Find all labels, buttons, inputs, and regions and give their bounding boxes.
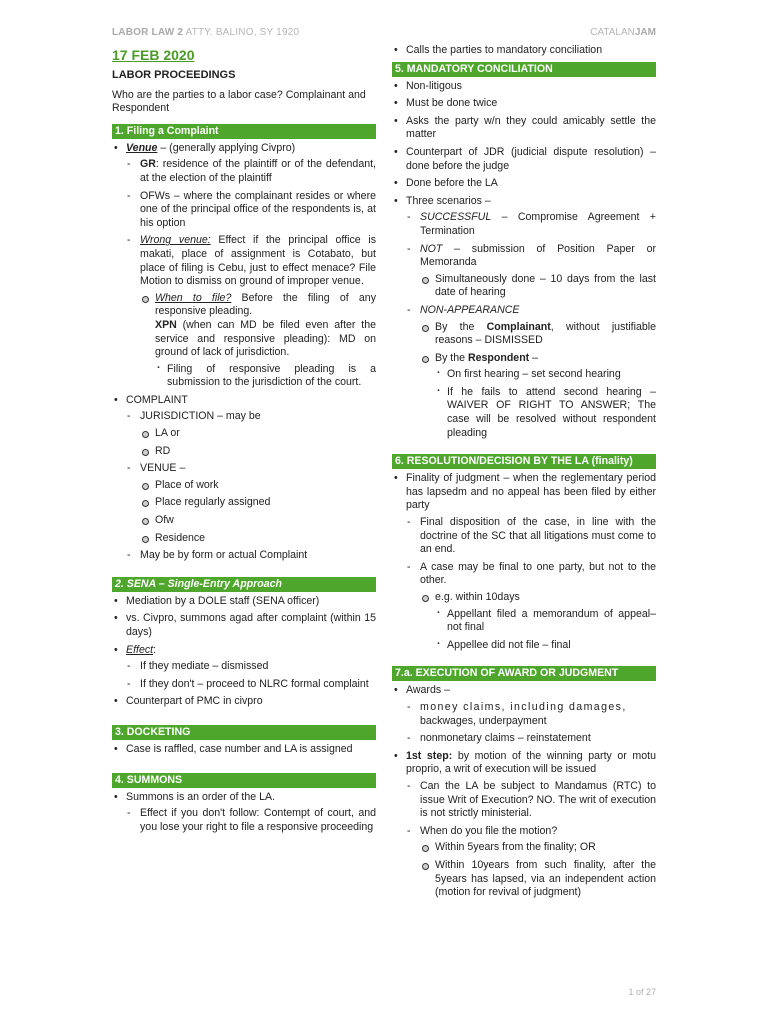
gr-text: : residence of the plaintiff or of the defendant, at the election of the plaintiff xyxy=(140,158,376,184)
by-prefix: By the xyxy=(435,320,487,333)
resolution-list xyxy=(392,472,656,652)
list-item: - Effect if you don't follow: Contempt of court, and you lose your right to file a responsive proceeding xyxy=(126,807,376,834)
list-item: Place regularly assigned xyxy=(140,496,376,510)
list-item xyxy=(406,561,656,653)
final-one-party-text: A case may be final to one party, but not to the other. xyxy=(420,560,656,587)
lecture-date: 17 FEB 2020 xyxy=(112,47,195,63)
list-item: - Final disposition of the case, in line with the doctrine of the SC that all litigations must come to an end. xyxy=(406,516,656,557)
list-item: • Calls the parties to mandatory conciliation xyxy=(392,44,656,58)
list-item xyxy=(126,410,376,458)
list-item xyxy=(112,644,376,692)
list-item xyxy=(406,304,656,440)
list-item: - Can the LA be subject to Mandamus (RTC) to issue Writ of Execution? NO. The writ of execution is not strictly ministerial. xyxy=(406,780,656,821)
list-item xyxy=(126,234,376,390)
summons-list xyxy=(112,791,376,835)
list-item xyxy=(420,352,656,441)
term-non-appearance: NON-APPEARANCE xyxy=(420,303,520,316)
wrong-venue-text: Effect if the principal office is makati, place of assignment is Cotabato, but place of filing is Cebu, just to effect menace? File Motion to dismiss on ground of improper venue. xyxy=(140,234,376,288)
term-when-to-file: When to file? xyxy=(155,291,232,304)
jurisdiction-label: JURISDICTION – may be xyxy=(140,410,261,423)
intro-question: Who are the parties to a labor case? Complainant and Respondent xyxy=(112,88,366,115)
venue-note: – (generally applying Civpro) xyxy=(157,141,296,154)
list-item: · On first hearing – set second hearing xyxy=(435,368,656,382)
effect-colon: : xyxy=(153,643,157,656)
filing-list xyxy=(112,142,376,563)
term-wrong-venue: Wrong venue: xyxy=(140,234,211,247)
header-course xyxy=(112,26,299,40)
course-instructor: ATTY. BALINO, SY 1920 xyxy=(185,27,300,38)
list-item: Simultaneously done – 10 days from the last date of hearing xyxy=(420,273,656,300)
list-item xyxy=(420,591,656,652)
complainant-text: , without justifiable reasons – DISMISSED xyxy=(435,320,656,347)
list-item: • Mediation by a DOLE staff (SENA officer) xyxy=(112,595,376,609)
term-effect: Effect xyxy=(126,643,154,656)
left-column xyxy=(112,44,376,838)
page-number: 1 of 27 xyxy=(628,987,656,997)
not-text: – submission of Position Paper or Memoranda xyxy=(420,242,656,269)
list-item: · Filing of responsive pleading is a submission to the jurisdiction of the court. xyxy=(155,363,376,390)
section-heading-conciliation: 5. MANDATORY CONCILIATION xyxy=(392,62,656,77)
list-item xyxy=(406,243,656,300)
when-to-file-text: Before the filing of any responsive pleading. xyxy=(155,291,376,318)
finality-text: Finality of judgment – when the reglementary period has lapsedm and no appeal has been filed by either party xyxy=(406,472,656,512)
respondent-dash: – xyxy=(529,351,539,364)
xpn-text: (when can MD be filed even after the service and responsive pleading): MD on ground of lack of jurisdiction. xyxy=(155,318,376,359)
course-name: LABOR LAW 2 xyxy=(112,27,184,38)
summons-text: Summons is an order of the LA. xyxy=(126,790,275,803)
list-item: • Non-litigous xyxy=(392,80,656,94)
list-item: • Case is raffled, case number and LA is assigned xyxy=(112,743,376,757)
complaint-label: COMPLAINT xyxy=(126,393,188,406)
list-item xyxy=(392,684,656,745)
list-item: • Counterpart of JDR (judicial dispute resolution) – done before the judge xyxy=(392,146,656,173)
section-heading-docketing: 3. DOCKETING xyxy=(112,725,376,740)
list-item xyxy=(406,211,656,238)
list-item: - If they mediate – dismissed xyxy=(126,660,376,674)
conciliation-list xyxy=(392,80,656,441)
list-item xyxy=(392,472,656,652)
list-item xyxy=(112,394,376,563)
money-claims-cont: backwages, underpayment xyxy=(420,714,547,727)
author-initials: JAM xyxy=(634,27,656,38)
list-item: · Appellant filed a memorandum of appeal– not final xyxy=(435,608,656,635)
list-item: - nonmonetary claims – reinstatement xyxy=(406,732,656,746)
section-heading-filing: 1. Filing a Complaint xyxy=(112,124,376,139)
conciliation-intro-list xyxy=(392,44,656,58)
right-column xyxy=(392,44,656,904)
xpn-line xyxy=(155,319,376,360)
list-item: • Done before the LA xyxy=(392,177,656,191)
list-item: • vs. Civpro, summons agad after complaint (within 15 days) xyxy=(112,612,376,639)
term-first-step: 1st step: xyxy=(406,749,453,762)
term-not: NOT xyxy=(420,242,443,255)
term-gr: GR xyxy=(140,158,156,171)
list-item: RD xyxy=(140,445,376,459)
term-complainant: Complainant xyxy=(486,320,551,333)
list-item: • Must be done twice xyxy=(392,97,656,111)
awards-label: Awards – xyxy=(406,684,450,697)
list-item: - If they don't – proceed to NLRC formal complaint xyxy=(126,678,376,692)
list-item: Within 5years from the finality; OR xyxy=(420,841,656,855)
docketing-list xyxy=(112,743,376,757)
list-item xyxy=(420,321,656,348)
list-item: · If he fails to attend second hearing – WAIVER OF RIGHT TO ANSWER; The case will be resolved without respondent pleading xyxy=(435,386,656,440)
list-item xyxy=(392,195,656,441)
list-item xyxy=(126,158,376,185)
header-author xyxy=(590,26,656,40)
execution-list xyxy=(392,684,656,899)
term-venue: Venue xyxy=(126,141,158,154)
list-item xyxy=(112,791,376,835)
file-motion-question: When do you file the motion? xyxy=(420,824,558,837)
page-title: LABOR PROCEEDINGS xyxy=(112,69,236,81)
author-surname: CATALAN xyxy=(590,27,635,38)
list-item xyxy=(392,750,656,900)
venue-label: VENUE – xyxy=(140,462,186,475)
list-item xyxy=(406,701,656,728)
money-claims-text: money claims, including damages, xyxy=(420,700,627,713)
section-heading-sena xyxy=(112,577,376,592)
list-item: • Asks the party w/n they could amicably settle the matter xyxy=(392,115,656,142)
list-item: Residence xyxy=(140,532,376,546)
section-heading-summons: 4. SUMMONS xyxy=(112,773,376,788)
example-text: e.g. within 10days xyxy=(435,591,520,603)
list-item xyxy=(140,292,376,390)
list-item: - OFWs – where the complainant resides or where one of the principal office of the respondents is, at his option xyxy=(126,190,376,231)
term-respondent: Respondent xyxy=(467,351,530,364)
list-item: Ofw xyxy=(140,514,376,528)
term-successful: SUCCESSFUL xyxy=(420,211,492,224)
section-heading-resolution: 6. RESOLUTION/DECISION BY THE LA (finality) xyxy=(392,454,656,469)
list-item: - May be by form or actual Complaint xyxy=(126,549,376,563)
list-item: Place of work xyxy=(140,479,376,493)
successful-text: – Compromise Agreement + Termination xyxy=(420,211,656,237)
list-item: Within 10years from such finality, after the 5years has lapsed, via an independent action (motion for revival of judgment) xyxy=(420,859,656,900)
scenarios-label: Three scenarios – xyxy=(406,194,491,207)
list-item: LA or xyxy=(140,427,376,441)
sena-list xyxy=(112,595,376,709)
list-item: • Counterpart of PMC in civpro xyxy=(112,695,376,709)
first-step-text: by motion of the winning party or motu proprio, a writ of execution will be issued xyxy=(406,749,656,776)
by-prefix: By the xyxy=(435,351,468,364)
list-item xyxy=(126,462,376,545)
sena-heading-text: 2. SENA – Single-Entry Approach xyxy=(115,577,282,590)
list-item xyxy=(112,142,376,390)
list-item xyxy=(406,825,656,900)
term-xpn: XPN xyxy=(155,318,177,331)
section-heading-execution: 7.a. EXECUTION OF AWARD OR JUDGMENT xyxy=(392,666,656,681)
list-item: · Appellee did not file – final xyxy=(435,639,656,653)
